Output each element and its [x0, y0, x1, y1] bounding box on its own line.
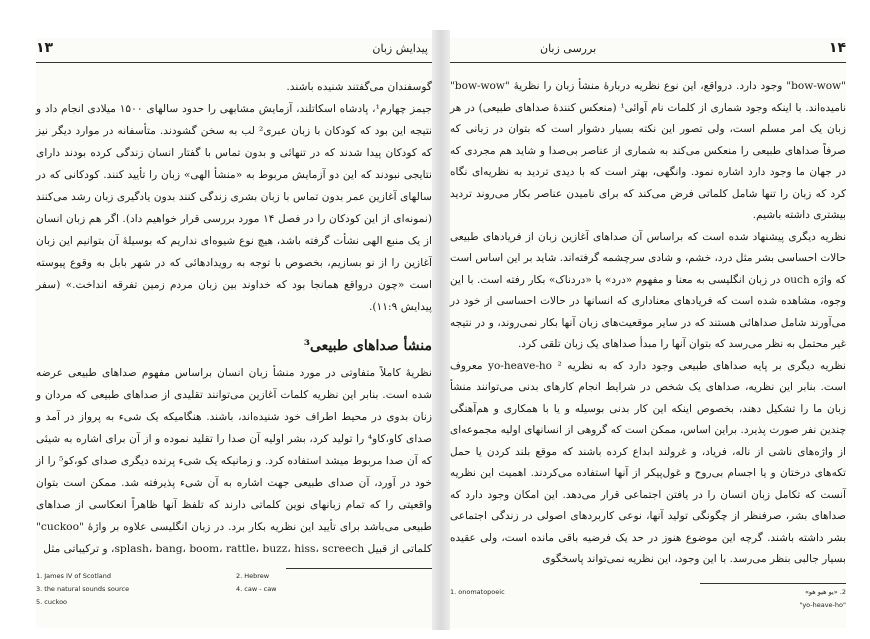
footnote: 4. caw - caw [236, 585, 277, 593]
page-number: ۱۴ [828, 40, 846, 56]
footnote: "yo-heave-ho" [799, 601, 846, 609]
page-number: ۱۳ [36, 40, 54, 56]
page-header [36, 38, 432, 62]
book-gutter [432, 30, 450, 630]
page-body [450, 76, 846, 571]
footnote: 1. onomatopoeic [450, 588, 505, 596]
paragraph: نظریه دیگری بر پایه صداهای طبیعی وجود دارد که به نظریه ² yo-heave-ho معروف است. بنابر این نظریه، صداهای یک شخص در شرایط انجام کارهای بدنی می‌توانند منشأ زبان ما را تشکیل دهند، بخصوص اینکه این کار بدنی بوسیله و یا با همکاری و هم‌آهنگی چندین نفر صورت پذیرد. براین اساس، ممکن است که گروهی از انسانهای اولیه مجموعه‌ای از واژه‌های ناشی از ناله، فریاد، و غرولند ابداع کرده باشند که موقع بلند کردن یا حمل تکه‌های درختان و یا اجسام بی‌روح و غول‌پیکر از آنها استفاده می‌کردند. اهمیت این نظریه آنست که تکامل زبان انسان را در یافتن اجتماعی قرار می‌دهد. این امکان وجود دارد که صداهای بشر، صرفنظر از چگونگی تولید آنها، نوعی کاربردهای اصولی در زندگی اجتماعی بشر داشته باشند. گرچه این موضوع هنوز در حد یک فرضیه باقی مانده است، ولی عقیده بسیار جالبی بنظر می‌رسد. با این وجود، این نظریه نمی‌تواند پاسخگوی [450, 359, 846, 565]
right-page [450, 38, 846, 628]
footnote: 1. James IV of Scotland [36, 572, 111, 580]
section-heading: منشأ صداهای طبیعی³ [303, 338, 432, 354]
footnote: 2. Hebrew [236, 572, 270, 580]
footnote-divider [700, 583, 846, 584]
paragraph: گوسفندان می‌گفتند شنیده باشند. [286, 80, 432, 93]
footnote-divider [286, 568, 432, 569]
footnote: 5. cuckoo [36, 598, 68, 606]
page-body [36, 76, 432, 560]
footnotes [36, 572, 432, 622]
running-title: پیدایش زبان [372, 42, 428, 55]
footnote: 2. «یو هیو هو» [804, 588, 846, 596]
running-title: بررسی زبان [540, 42, 597, 55]
footnotes [450, 588, 846, 638]
paragraph: "bow-wow" وجود دارد. درواقع، این نوع نظریه دربارهٔ منشأ زبان را نظریهٔ "bow-wow" نامیده‌اند. با اینکه وجود شماری از کلمات نام آوائی¹ (منعکس کنندهٔ صداهای طبیعی) در هر زبان یک امر مسلم است، ولی تصور این نکته بسیار دشوار است که بتوان در زبانی که صرفاً صداهای طبیعی را منعکس می‌کند به شماری از عناصر بی‌صدا و شاید هم مجردی که در جهان ما وجود دارد اشاره نمود. وانگهی، بهتر است که با دیدی تردید به نظریه‌ای نگاه کرد که زبان را تنها شامل کلماتی فرض می‌کند که برای نامیدن عناصر بکار می‌روند تردید بیشتری داشته باشیم. [450, 80, 847, 221]
header-rule [450, 62, 846, 63]
paragraph: نظریه دیگری پیشنهاد شده است که براساس آن صداهای آغازین زبان از فریادهای طبیعی حالات احساسی بشر مثل درد، خشم، و شادی سرچشمه گرفته‌اند. شاید بر این اساس است که واژه ouch در زبان انگلیسی به معنا و مفهوم «درد» یا «دردناک» بکار رفته است. با این وجوه، مشاهده شده است که فریادهای معناداری که انسانها در حالات احساسی از خود در می‌آورند شامل صداهائی هستند که در سایر موقعیت‌های زبان آنها بکار نمی‌روند، و در نتیجه غیر محتمل به نظر می‌رسد که بتوان آنها را مبدأ صداهای یک زبان تلقی کرد. [449, 230, 846, 350]
paragraph: نظریهٔ کاملاً متفاوتی در مورد منشأ زبان انسان براساس مفهوم صداهای طبیعی عرضه شده است. بنابر این نظریه کلمات آغازین می‌توانند تقلیدی از صداهای طبیعی که مردان و زنان بدوی در محیط اطراف خود شنیده‌اند، باشند. هنگامیکه یک شیء به پرواز در آمد و صدای کاو،کاو⁴ را تولید کرد، بشر اولیه آن صدا را تقلید نموده و از آن برای اشاره به شیئی که آن صدا مربوط میشد استفاده کرد. و زمانیکه یک شیء پرنده دیگری صدای کو،کو⁵ را از خود در آورد، آن صدای طبیعی جهت اشاره به آن شیء پذیرفته شد. ممکن است بتوان واقعیتی را که تمام زبانهای نوین کلماتی دارند که تلفظ آنها ظاهراً انعکاسی از صداهای طبیعی می‌باشد برای تأیید این نظریه بکار برد. در زبان انگلیسی علاوه بر واژهٔ "cuckoo" کلماتی از قبیل splash، bang، boom، rattle، buzz، hiss، screech، و ترکیباتی مثل [36, 366, 432, 555]
left-page [36, 38, 432, 628]
footnote: 3. the natural sounds source [36, 585, 130, 593]
page-header [450, 38, 846, 62]
paragraph: جیمز چهارم¹، پادشاه اسکاتلند، آزمایش مشابهی را حدود سالهای ۱۵۰۰ میلادی انجام داد و نتیجه این بود که کودکان با زبان عبری² لب به سخن گشودند. متأسفانه در موارد دیگر نیز که کودکان پیدا شدند که در تنهائی و بدون تماس با گفتار انسان زندگی کرده بودند دارای نتایجی نبودند که این دو آزمایش مربوط به «منشأ الهی» زبان را تأیید کنند. کودکانی که در سالهای آغازین عمر بدون تماس با زبان بشری زندگی کنند بدون یادگیری زبان رشد می‌کنند (نمونه‌ای از این کودکان را در فصل ۱۴ مورد بررسی قرار خواهیم داد). اگر هم زبان انسان از یک منبع الهی نشأت گرفته باشد، هیچ نوع شیوه‌ای نداریم که بوسیلهٔ آن بتوانیم این زبان آغازین را از نو بسازیم، بخصوص با توجه به رویدادهائی که در شهر بابل به وقوع پیوسته است «چون درواقع همانجا بود که خداوند بین زبان مردم زمین تفرقه انداخت.» (سفر پیدایش ۱۱:۹). [36, 102, 433, 313]
header-rule [36, 62, 432, 63]
